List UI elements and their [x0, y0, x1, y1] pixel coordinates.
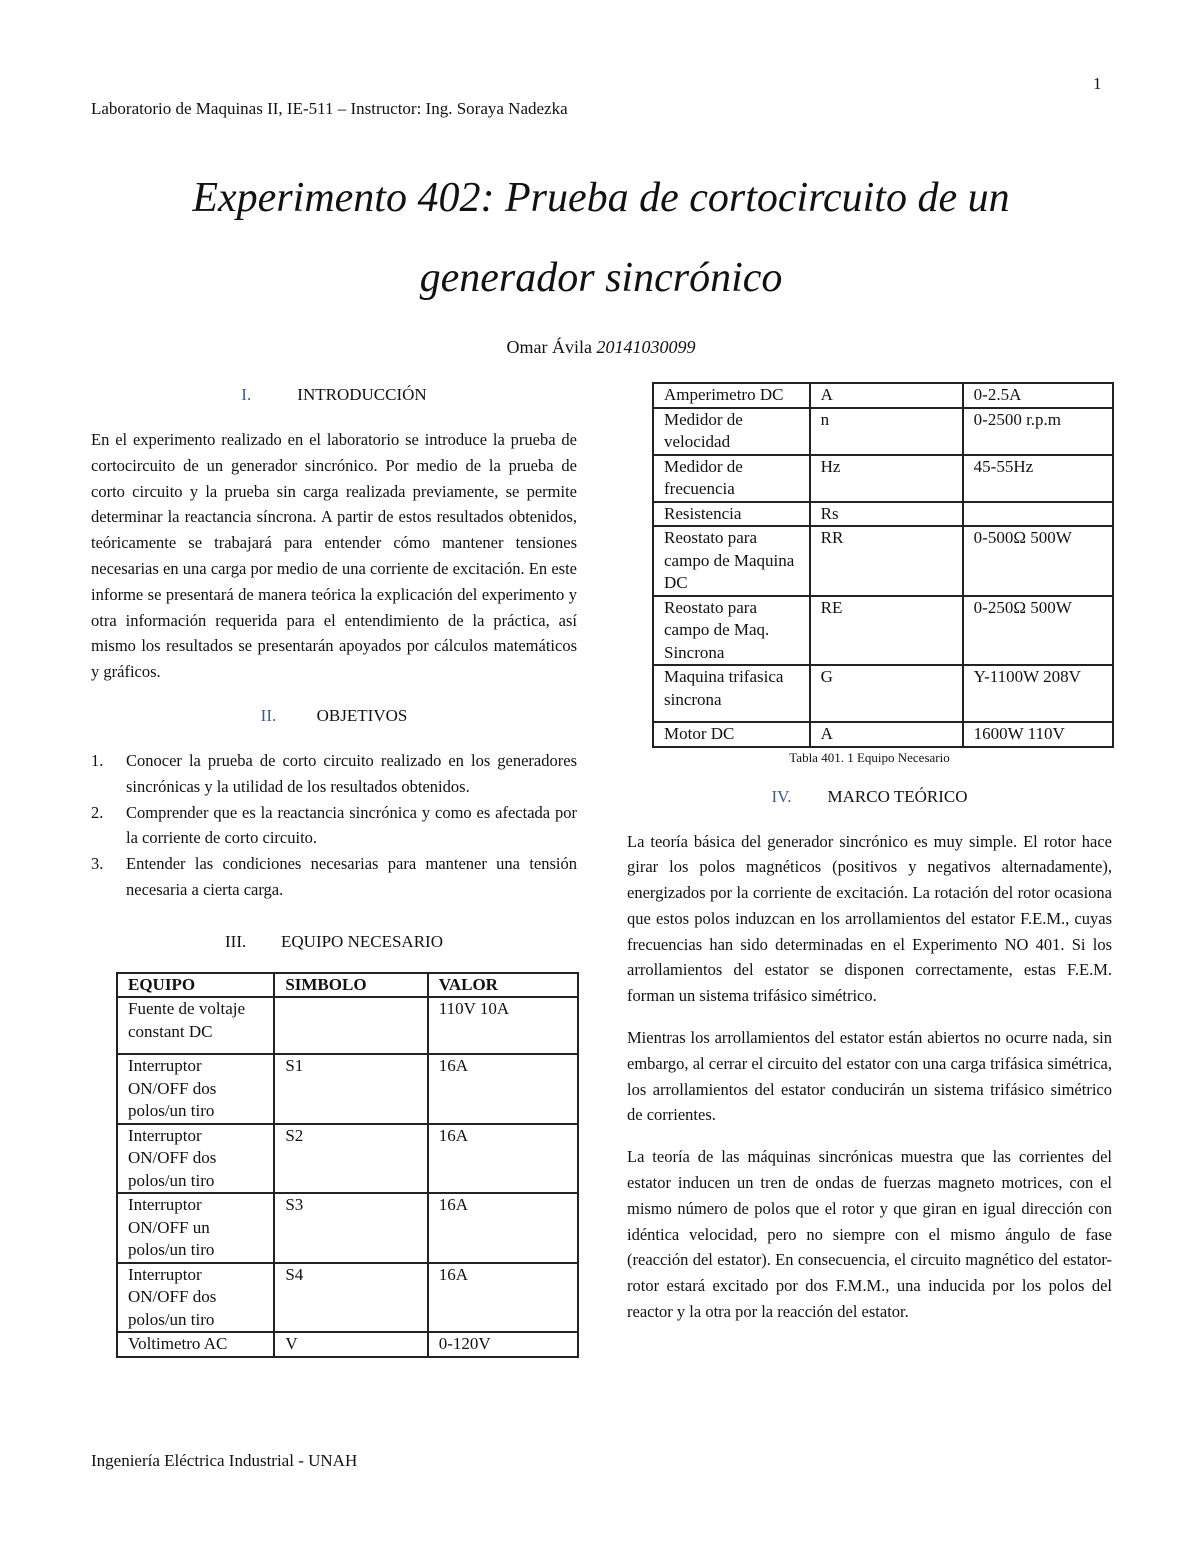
list-number: 2.	[91, 802, 104, 822]
table-row	[653, 665, 1113, 722]
table-cell: A	[810, 383, 963, 408]
list-item	[91, 851, 577, 903]
table-row	[117, 1054, 578, 1124]
table-row	[653, 455, 1113, 502]
table-cell: 16A	[428, 1124, 578, 1194]
table-cell: Maquina trifasica sincrona	[653, 665, 810, 722]
section-title: OBJETIVOS	[316, 705, 408, 725]
table-cell: 0-2500 r.p.m	[963, 408, 1113, 455]
table-cell: 0-2.5A	[963, 383, 1113, 408]
page-footer: Ingeniería Eléctrica Industrial - UNAH	[91, 1451, 358, 1470]
table-row	[117, 997, 578, 1054]
equipment-table-part-2	[652, 382, 1114, 748]
section-title: MARCO TEÓRICO	[827, 786, 968, 806]
table-row	[653, 526, 1113, 596]
table-caption: Tabla 401. 1 Equipo Necesario	[789, 749, 950, 765]
table-row	[653, 502, 1113, 527]
section-title: EQUIPO NECESARIO	[281, 931, 443, 951]
column-header: SIMBOLO	[274, 973, 427, 998]
table-row	[117, 1124, 578, 1194]
list-number: 3.	[91, 854, 104, 874]
theory-paragraph-1: La teoría básica del generador sincrónico es muy simple. El rotor hace girar los polos magnéticos (positivos y negativos alternadamente), energizados por la corriente de excitación. La rotación del rotor ocasiona que estos polos induzcan en los arrollamientos del estator F.E.M., cuyas frecuencias han sido determinadas en el Experimento NO 401. Si los arrollamientos del estator se disponen correctamente, estas F.E.M. forman un sistema trifásico simétrico.	[627, 831, 1112, 1006]
table-row	[653, 596, 1113, 666]
table-cell	[963, 502, 1113, 527]
column-header: VALOR	[428, 973, 578, 998]
table-cell: V	[274, 1332, 427, 1357]
table-cell: G	[810, 665, 963, 722]
table-cell: Y-1100W 208V	[963, 665, 1113, 722]
table-cell: 16A	[428, 1263, 578, 1333]
equipment-table-part-1	[116, 972, 579, 1358]
section-heading-equipment	[91, 930, 577, 954]
section-number: IV.	[771, 786, 792, 806]
author-line	[91, 337, 1111, 358]
table-cell: Interruptor ON/OFF dos polos/un tiro	[117, 1124, 274, 1194]
table-cell: 16A	[428, 1054, 578, 1124]
table-cell: RE	[810, 596, 963, 666]
table-cell: 16A	[428, 1193, 578, 1263]
table-row	[653, 408, 1113, 455]
table-cell: Voltimetro AC	[117, 1332, 274, 1357]
table-cell: Reostato para campo de Maquina DC	[653, 526, 810, 596]
list-item	[91, 748, 577, 800]
table-cell: Reostato para campo de Maq. Sincrona	[653, 596, 810, 666]
table-cell: Rs	[810, 502, 963, 527]
intro-paragraph: En el experimento realizado en el laboratorio se introduce la prueba de cortocircuito de un generador sincrónico. Por medio de la prueba de corto circuito y la prueba sin carga realizada previamente, se permite determinar la reactancia síncrona. A partir de estos resultados obtenidos, teóricamente se trabajará para entender cómo mantener tensiones necesarias en una carga por medio de una corriente de excitación. En este informe se presentará de manera teórica la explicación del experimento y otra información requerida para el entendimiento de la práctica, así mismo los resultados se presentarán apoyados por cálculos matemáticos y gráficos.	[91, 430, 577, 682]
title-line-2: generador sincrónico	[419, 255, 783, 301]
list-item	[91, 800, 577, 852]
section-title: INTRODUCCIÓN	[297, 385, 427, 404]
section-heading-objectives	[91, 704, 577, 728]
section-number: III.	[225, 931, 247, 951]
table-row	[117, 1332, 578, 1357]
table-cell: Medidor de velocidad	[653, 408, 810, 455]
page-number: 1	[1093, 74, 1102, 93]
objectives-list	[91, 748, 577, 903]
table-cell: Motor DC	[653, 722, 810, 747]
table-cell	[274, 997, 427, 1054]
list-text: Conocer la prueba de corto circuito realizado en los generadores sincrónicas y la utilidad de los resultados obtenidos.	[126, 750, 577, 796]
table-cell: 0-250Ω 500W	[963, 596, 1113, 666]
table-cell: Hz	[810, 455, 963, 502]
table-cell: n	[810, 408, 963, 455]
table-cell: 45-55Hz	[963, 455, 1113, 502]
table-cell: S4	[274, 1263, 427, 1333]
student-id: 20141030099	[596, 337, 696, 357]
table-cell: S2	[274, 1124, 427, 1194]
table-row	[117, 1193, 578, 1263]
left-column	[91, 382, 577, 1358]
table-cell: Resistencia	[653, 502, 810, 527]
table-row	[117, 1263, 578, 1333]
theory-paragraph-3: La teoría de las máquinas sincrónicas muestra que las corrientes del estator inducen un tren de ondas de fuerzas magneto motrices, con el mismo número de polos que el rotor y que giran en igual dirección con idéntica velocidad, pero no siempre con el mismo ángulo de fase (reacción del estator). En consecuencia, el circuito magnético del estator-rotor estará excitado por dos F.M.M., una inducida por los polos del reactor y la otra por la reacción del estator.	[627, 1147, 1112, 1322]
list-text: Comprender que es la reactancia sincrónica y como es afectada por la corriente de corto circuito.	[126, 802, 577, 848]
table-cell: Interruptor ON/OFF un polos/un tiro	[117, 1193, 274, 1263]
theory-paragraph-2: Mientras los arrollamientos del estator están abiertos no ocurre nada, sin embargo, al cerrar el circuito del estator con una carga trifásica simétrica, los arrollamientos del estator conducirán un sistema trifásico simétrico de corrientes.	[627, 1028, 1112, 1125]
table-cell: Amperimetro DC	[653, 383, 810, 408]
table-cell: 0-120V	[428, 1332, 578, 1357]
title-line-1: Experimento 402: Prueba de cortocircuito de un	[192, 175, 1010, 221]
column-header: EQUIPO	[117, 973, 274, 998]
document-title	[91, 176, 1111, 300]
list-number: 1.	[91, 750, 104, 770]
section-heading-intro	[91, 383, 577, 407]
table-cell: 110V 10A	[428, 997, 578, 1054]
table-header-row	[117, 973, 578, 998]
table-cell: RR	[810, 526, 963, 596]
table-cell: Interruptor ON/OFF dos polos/un tiro	[117, 1263, 274, 1333]
section-number: I.	[241, 385, 252, 404]
right-column	[627, 382, 1112, 1325]
table-cell: 0-500Ω 500W	[963, 526, 1113, 596]
running-header: Laboratorio de Maquinas II, IE-511 – Instructor: Ing. Soraya Nadezka	[91, 99, 568, 118]
table-cell: Interruptor ON/OFF dos polos/un tiro	[117, 1054, 274, 1124]
table-cell: S3	[274, 1193, 427, 1263]
table-row	[653, 383, 1113, 408]
table-cell: A	[810, 722, 963, 747]
table-cell: Fuente de voltaje constant DC	[117, 997, 274, 1054]
table-cell: Medidor de frecuencia	[653, 455, 810, 502]
list-text: Entender las condiciones necesarias para mantener una tensión necesaria a cierta carga.	[126, 854, 577, 899]
table-cell: 1600W 110V	[963, 722, 1113, 747]
author-name: Omar Ávila	[506, 337, 592, 357]
section-heading-theory	[627, 785, 1112, 809]
table-row	[653, 722, 1113, 747]
section-number: II.	[260, 705, 277, 725]
table-cell: S1	[274, 1054, 427, 1124]
